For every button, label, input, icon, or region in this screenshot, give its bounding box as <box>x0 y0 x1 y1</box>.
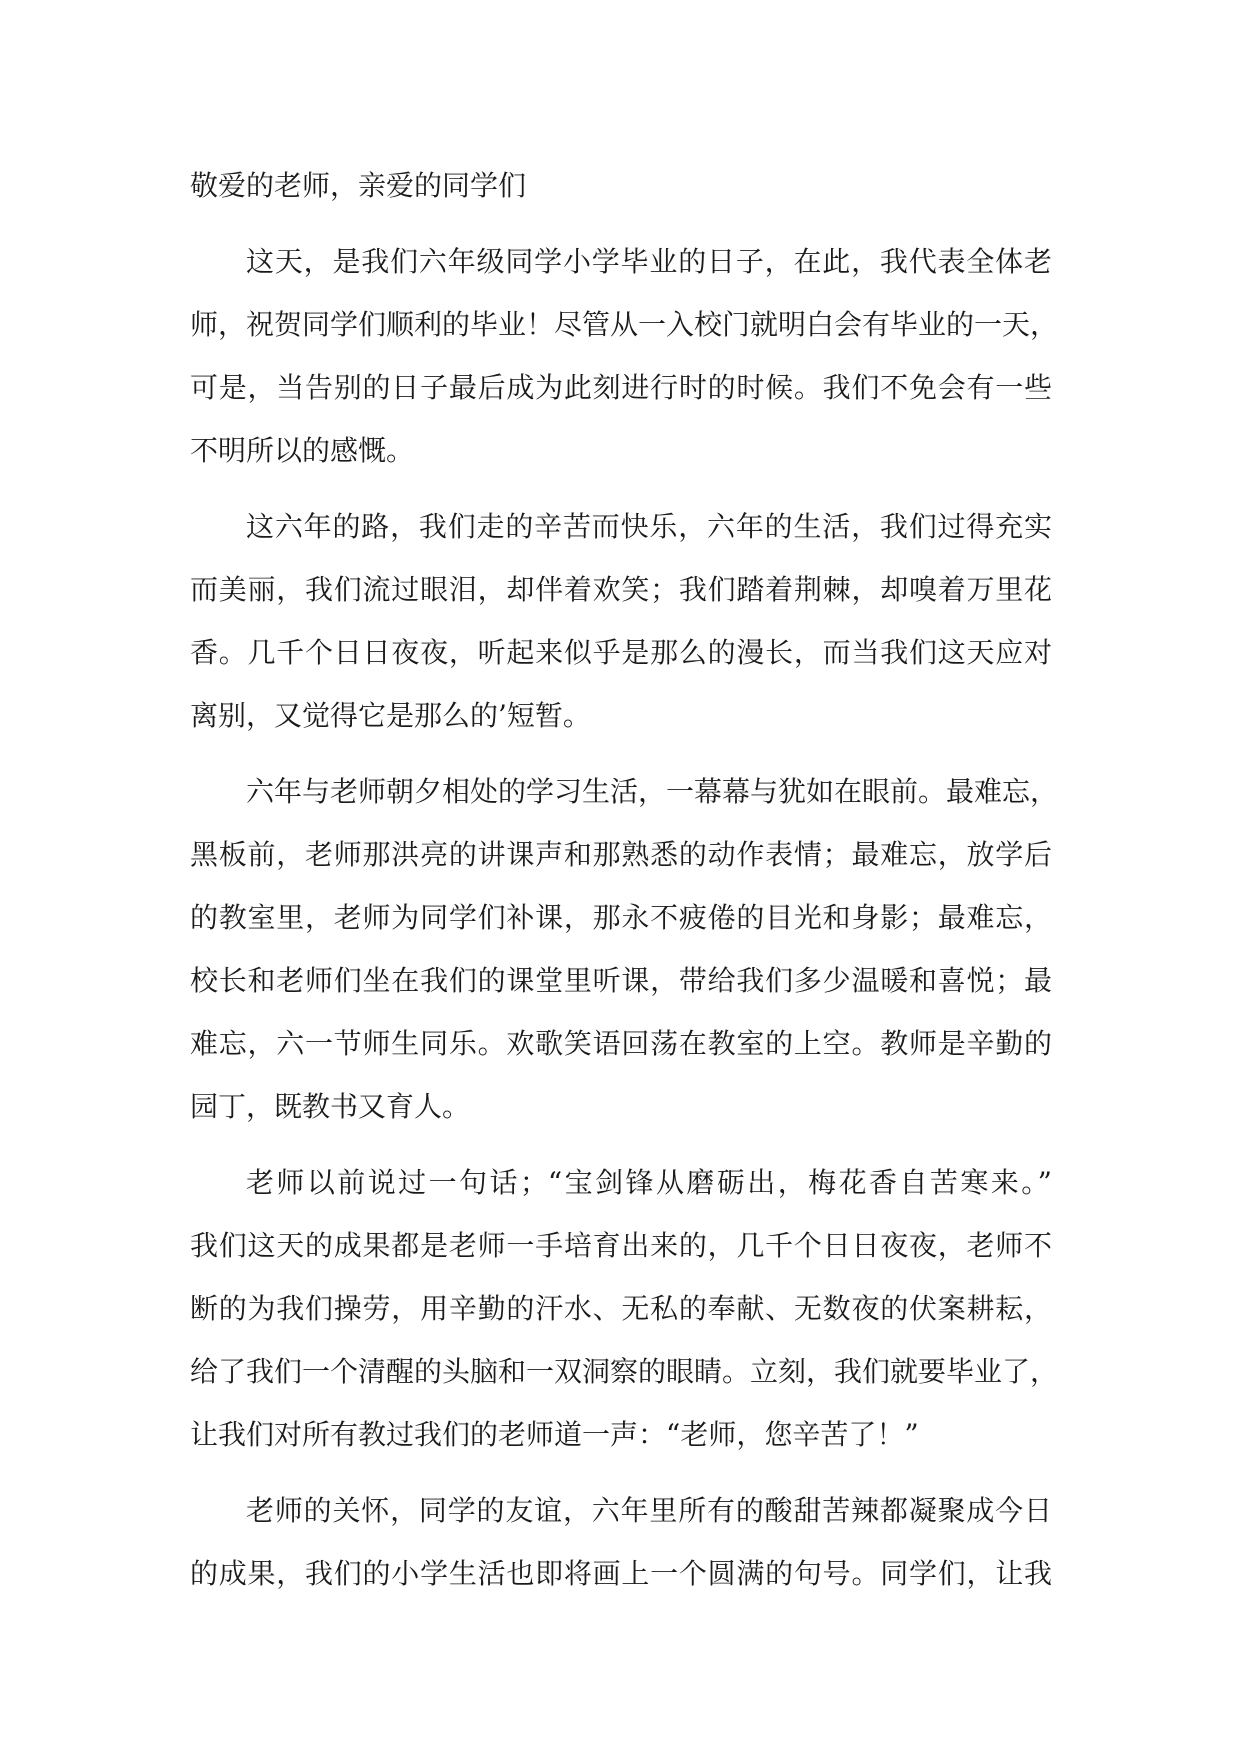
paragraph-line: 给了我们一个清醒的头脑和一双洞察的眼睛。立刻，我们就要毕业了， <box>190 1355 1059 1388</box>
paragraph-line: 我们这天的成果都是老师一手培育出来的，几千个日日夜夜，老师不 <box>190 1229 1052 1262</box>
paragraph-line: 老师以前说过一句话；“宝剑锋从磨砺出，梅花香自苦寒来。” <box>246 1166 1052 1199</box>
paragraph-line: 可是，当告别的日子最后成为此刻进行时的时候。我们不免会有一些 <box>190 371 1052 404</box>
paragraph-2 <box>190 495 1052 747</box>
paragraph-line: 园丁，既教书又育人。 <box>190 1090 471 1123</box>
paragraph-line: 而美丽，我们流过眼泪，却伴着欢笑；我们踏着荆棘，却嗅着万里花 <box>190 573 1052 606</box>
paragraph-line: 离别，又觉得它是那么的’短暂。 <box>190 699 591 732</box>
paragraph-line: 师，祝贺同学们顺利的毕业！尽管从一入校门就明白会有毕业的一天， <box>190 308 1059 341</box>
paragraph-line: 香。几千个日日夜夜，听起来似乎是那么的漫长，而当我们这天应对 <box>190 636 1052 669</box>
paragraph-gap <box>190 217 1052 230</box>
paragraph-line: 的成果，我们的小学生活也即将画上一个圆满的句号。同学们，让我 <box>190 1557 1052 1590</box>
paragraph-line: 老师的关怀，同学的友谊，六年里所有的酸甜苦辣都凝聚成今日 <box>246 1494 1052 1527</box>
paragraph-line: 这六年的路，我们走的辛苦而快乐，六年的生活，我们过得充实 <box>246 510 1052 543</box>
paragraph-4 <box>190 1151 1059 1466</box>
paragraph-3 <box>190 760 1059 1138</box>
paragraph-gap <box>190 482 1052 495</box>
paragraph-5 <box>190 1479 1052 1605</box>
paragraph-gap <box>190 1138 1052 1151</box>
paragraph-gap <box>190 1466 1052 1479</box>
paragraph-line: 校长和老师们坐在我们的课堂里听课，带给我们多少温暖和喜悦；最 <box>190 964 1052 997</box>
paragraph-line: 断的为我们操劳，用辛勤的汗水、无私的奉献、无数夜的伏案耕耘， <box>190 1292 1052 1325</box>
paragraph-line: 六年与老师朝夕相处的学习生活，一幕幕与犹如在眼前。最难忘， <box>246 775 1059 808</box>
document-page <box>190 154 1059 1605</box>
paragraph-line: 让我们对所有教过我们的老师道一声：“老师，您辛苦了！” <box>190 1418 919 1451</box>
paragraph-line: 这天，是我们六年级同学小学毕业的日子，在此，我代表全体老 <box>246 245 1052 278</box>
paragraph-line: 黑板前，老师那洪亮的讲课声和那熟悉的动作表情；最难忘，放学后 <box>190 838 1052 871</box>
paragraph-line: 的教室里，老师为同学们补课，那永不疲倦的目光和身影；最难忘， <box>190 901 1052 934</box>
paragraph-1 <box>190 230 1059 482</box>
salutation: 敬爱的老师，亲爱的同学们 <box>190 169 527 202</box>
paragraph-line: 难忘，六一节师生同乐。欢歌笑语回荡在教室的上空。教师是辛勤的 <box>190 1027 1052 1060</box>
paragraph-line: 不明所以的感慨。 <box>190 434 415 467</box>
paragraph-gap <box>190 747 1052 760</box>
